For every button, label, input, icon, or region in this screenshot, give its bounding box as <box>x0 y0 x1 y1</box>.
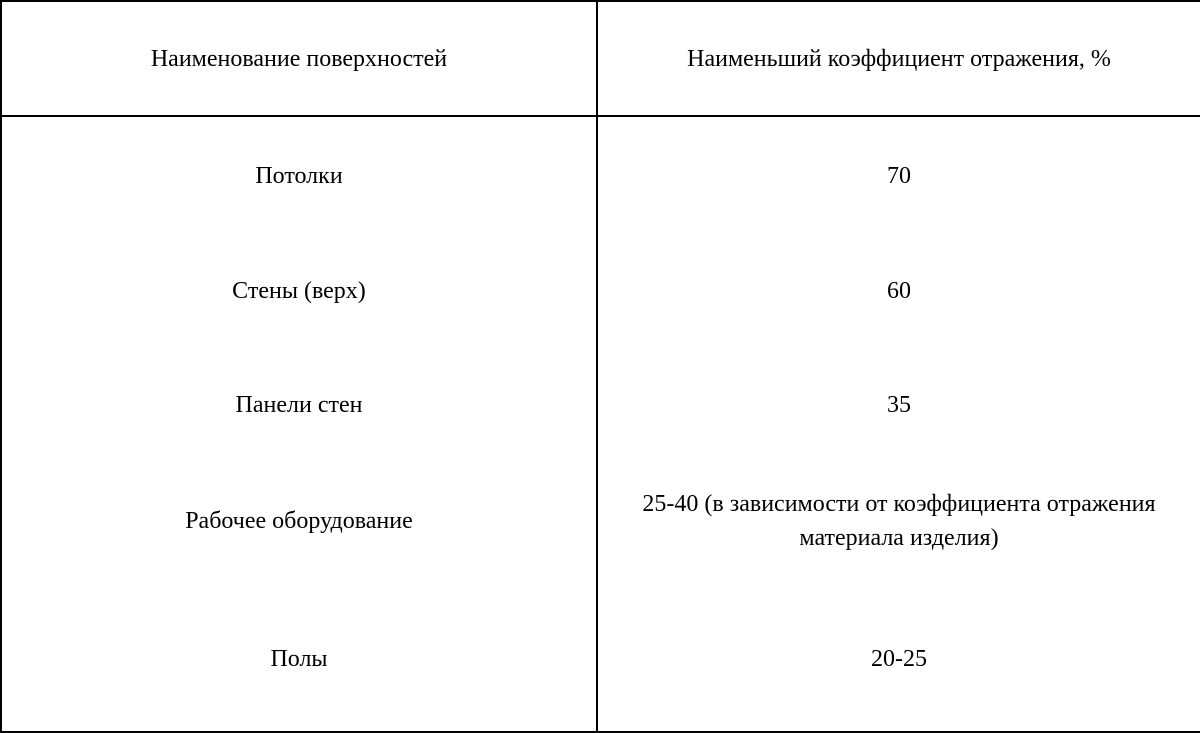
cell-coefficient: 70 <box>597 116 1200 234</box>
table-row <box>1 578 1200 732</box>
table-row <box>1 116 1200 234</box>
header-reflection-coefficient: Наименьший коэффициент отражения, % <box>597 1 1200 116</box>
cell-surface: Полы <box>1 578 597 732</box>
cell-coefficient: 60 <box>597 234 1200 347</box>
cell-coefficient: 25-40 (в зависимости от коэффициента отражения материала изделия) <box>597 463 1200 578</box>
cell-surface: Панели стен <box>1 347 597 463</box>
cell-surface: Стены (верх) <box>1 234 597 347</box>
table-row <box>1 234 1200 347</box>
header-surface-name: Наименование поверхностей <box>1 1 597 116</box>
cell-coefficient: 35 <box>597 347 1200 463</box>
table-row <box>1 463 1200 578</box>
table-row <box>1 347 1200 463</box>
cell-surface: Потолки <box>1 116 597 234</box>
table-header-row <box>1 1 1200 116</box>
cell-surface: Рабочее оборудование <box>1 463 597 578</box>
cell-coefficient: 20-25 <box>597 578 1200 732</box>
